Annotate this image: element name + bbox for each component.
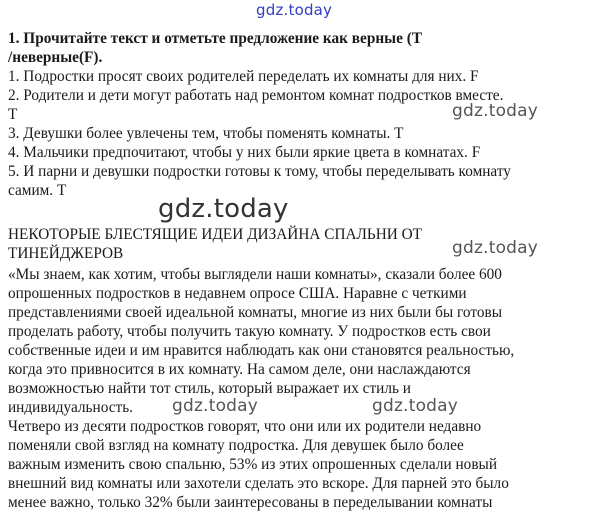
article-body: [8, 265, 588, 512]
statement-line: 4. Мальчики предпочитают, чтобы у них были яркие цвета в комнатах. F: [8, 144, 481, 161]
task-title-line: 1. Прочитайте текст и отметьте предложение как верные (T: [8, 30, 423, 47]
article-body-line: возможностью найти тот стиль, который выражает их стиль и: [8, 380, 411, 397]
statement-line: 2. Родители и дети могут работать над ремонтом комнат подростков вместе.: [8, 87, 504, 104]
statement-line: 5. И парни и девушки подростки готовы к тому, чтобы переделывать комнату: [8, 163, 511, 180]
article-heading-line: НЕКОТОРЫЕ БЛЕСТЯЩИЕ ИДЕИ ДИЗАЙНА СПАЛЬНИ ОТ: [8, 226, 423, 243]
article-body-line: индивидуальность.: [8, 399, 134, 416]
watermark: gdz.today: [172, 396, 259, 416]
statement-line: 1. Подростки просят своих родителей переделать их комнаты для них. F: [8, 68, 479, 85]
article-body-line: Четверо из десяти подростков говорят, что они или их родители недавно: [8, 418, 482, 435]
watermark: gdz.today: [452, 101, 539, 121]
watermark: gdz.today: [452, 238, 539, 258]
article-body-line: опрошенных подростков в недавнем опросе США. Наравне с четкими: [8, 285, 467, 302]
statement-line: T: [8, 106, 18, 123]
article-body-line: внешний вид комнаты или захотели сделать это вскоре. Для парней это было: [8, 475, 509, 492]
task-title-line: /неверные(F).: [8, 49, 103, 66]
watermark: gdz.today: [372, 396, 459, 416]
article-body-line: «Мы знаем, как хотим, чтобы выглядели наши комнаты», сказали более 600: [8, 266, 502, 283]
watermark-large: gdz.today: [158, 194, 289, 224]
article-body-line: менее важно, только 32% были заинтересованы в переделывании комнаты: [8, 494, 493, 511]
article-body-line: собственные идеи и им нравится наблюдать как они становятся реальностью,: [8, 342, 515, 359]
article-heading-line: ТИНЕЙДЖЕРОВ: [8, 245, 124, 262]
article-body-line: представлениями своей идеальной комнаты, многие из них были бы готовы: [8, 304, 502, 321]
article-body-line: когда это привносится в их комнату. На самом деле, они наслаждаются: [8, 361, 471, 378]
article-body-line: проделать работу, чтобы получить такую комнату. У подростков есть свои: [8, 323, 491, 340]
article-body-line: важным изменить свою спальню, 53% из этих опрошенных сделали новый: [8, 456, 497, 473]
statement-line: самим. T: [8, 182, 67, 199]
article-body-line: поменяли свой взгляд на комнату подростка. Для девушек было более: [8, 437, 464, 454]
task-title: [8, 29, 588, 67]
statements-list: [8, 67, 588, 200]
watermark-top: gdz.today: [256, 1, 333, 19]
statement-line: 3. Девушки более увлечены тем, чтобы поменять комнаты. T: [8, 125, 404, 142]
